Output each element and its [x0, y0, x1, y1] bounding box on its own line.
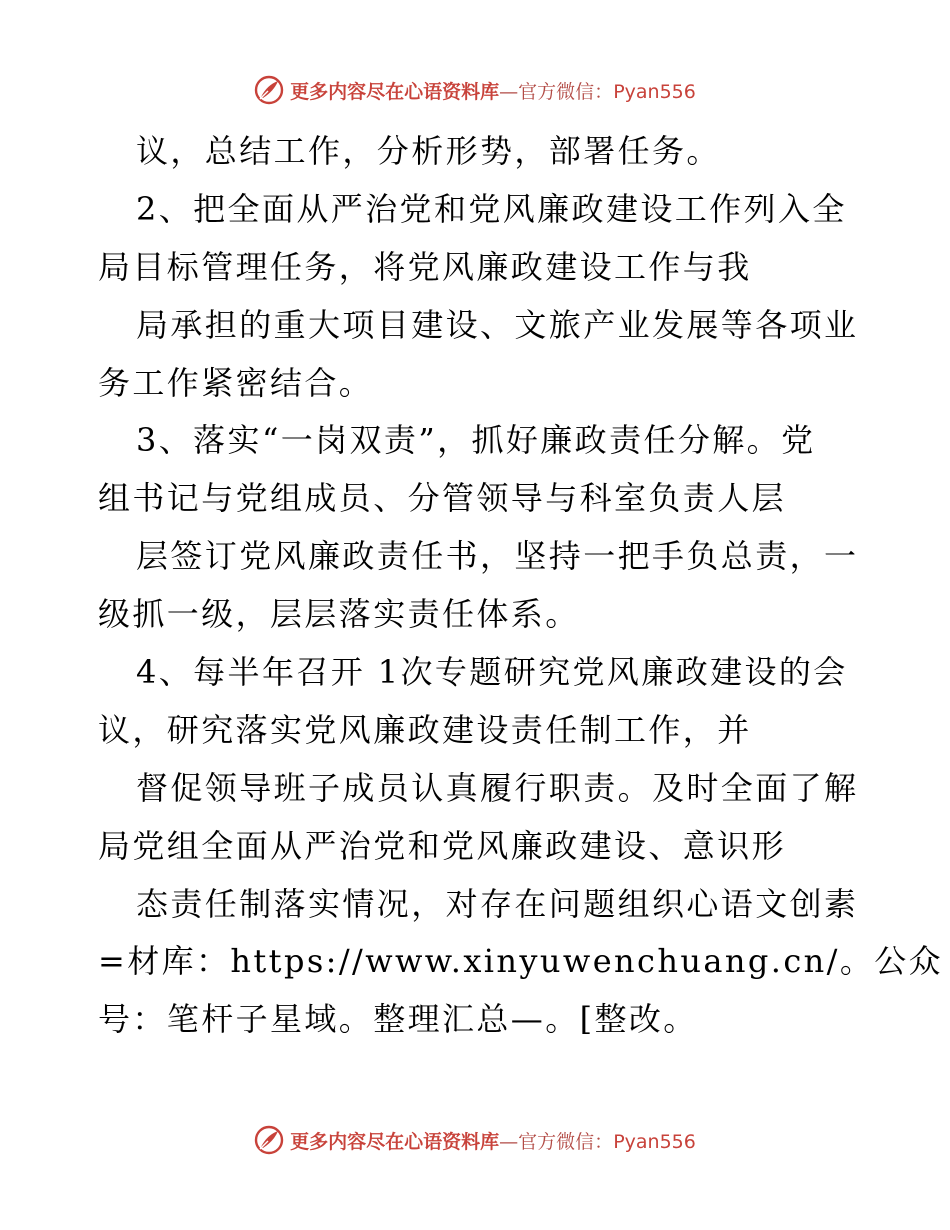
- footer-watermark-title: 更多内容尽在心语资料库: [290, 1130, 500, 1153]
- text-line: 号：笔杆子星域。整理汇总—。[整改。: [98, 1000, 698, 1039]
- text-line: 态责任制落实情况，对存在问题组织心语文创素: [136, 884, 859, 923]
- text-line: 督促领导班子成员认真履行职责。及时全面了解: [136, 768, 859, 807]
- document-body: [98, 123, 944, 1049]
- text-line: 局承担的重大项目建设、文旅产业发展等各项业: [136, 305, 859, 344]
- footer-watermark-banner: [0, 1118, 950, 1162]
- text-line: 局党组全面从严治党和党风廉政建设、意识形: [98, 826, 787, 865]
- header-watermark-wechat-label: —官方微信：: [499, 80, 614, 103]
- feather-logo-icon: [254, 75, 284, 105]
- text-line: 级抓一级，层层落实责任体系。: [98, 595, 580, 634]
- text-line: 3、落实“一岗双责”，抓好廉政责任分解。党: [136, 421, 816, 460]
- footer-watermark-wechat-id: Pyan556: [613, 1130, 696, 1153]
- text-line: =材库：https://www.xinyuwenchuang.cn/。公众: [98, 942, 944, 981]
- header-watermark-wechat-id: Pyan556: [613, 80, 696, 103]
- text-line: 议，总结工作，分析形势，部署任务。: [136, 132, 721, 170]
- text-line: 层签订党风廉政责任书，坚持一把手负总责，一: [136, 537, 859, 576]
- text-line: 局目标管理任务，将党风廉政建设工作与我: [98, 247, 752, 286]
- text-line: 组书记与党组成员、分管领导与科室负责人层: [98, 479, 787, 518]
- header-watermark-text: [290, 77, 696, 104]
- text-line: 务工作紧密结合。: [98, 363, 374, 402]
- text-line: 4、每半年召开 1次专题研究党风廉政建设的会: [136, 653, 848, 692]
- footer-watermark-text: [290, 1127, 696, 1154]
- feather-logo-icon: [254, 1125, 284, 1155]
- header-watermark-banner: [0, 68, 950, 112]
- text-line: 议，研究落实党风廉政建设责任制工作，并: [98, 710, 752, 749]
- footer-watermark-wechat-label: —官方微信：: [499, 1130, 614, 1153]
- text-line: 2、把全面从严治党和党风廉政建设工作列入全: [136, 189, 847, 228]
- header-watermark-title: 更多内容尽在心语资料库: [290, 80, 500, 103]
